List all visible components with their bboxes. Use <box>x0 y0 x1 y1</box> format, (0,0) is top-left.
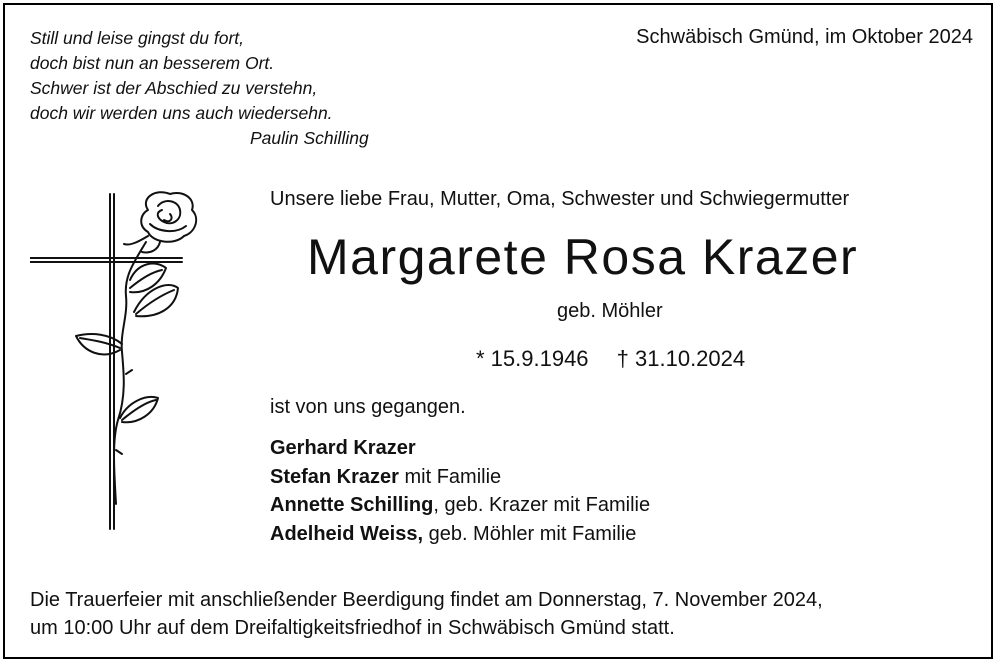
deceased-name: Margarete Rosa Krazer <box>307 229 859 285</box>
place-and-date: Schwäbisch Gmünd, im Oktober 2024 <box>636 26 973 48</box>
mourners-list <box>270 434 650 548</box>
mourner-suffix: , geb. Krazer mit Familie <box>433 494 651 516</box>
birth-name: geb. Möhler <box>557 300 663 322</box>
mourner-suffix: mit Familie <box>398 465 502 488</box>
poem-author: Paulin Schilling <box>250 128 369 148</box>
poem <box>30 26 369 148</box>
ceremony-info <box>30 586 823 642</box>
poem-line: doch bist nun an besserem Ort. <box>30 53 275 73</box>
ceremony-line: Die Trauerfeier mit anschließender Beerdigung findet am Donnerstag, 7. November 2024, <box>30 589 823 611</box>
mourner-name: Annette Schilling <box>270 494 434 516</box>
mourner-name: Stefan Krazer <box>270 465 399 488</box>
poem-line: Schwer ist der Abschied zu verstehn, <box>30 78 318 98</box>
mourner-suffix: geb. Möhler mit Familie <box>423 522 637 545</box>
death-date: † 31.10.2024 <box>616 346 746 371</box>
mourner <box>270 491 650 520</box>
mourner-name: Adelheid Weiss, <box>270 522 424 545</box>
ceremony-line: um 10:00 Uhr auf dem Dreifaltigkeitsfriedhof in Schwäbisch Gmünd statt. <box>30 617 675 639</box>
mourner <box>270 463 650 492</box>
birth-date: * 15.9.1946 <box>476 346 589 371</box>
intro-text: Unsere liebe Frau, Mutter, Oma, Schwester und Schwiegermutter <box>270 188 850 210</box>
passed-text: ist von uns gegangen. <box>270 396 466 418</box>
poem-line: doch wir werden uns auch wiedersehn. <box>30 103 333 123</box>
poem-line: Still und leise gingst du fort, <box>30 28 245 48</box>
mourner-name: Gerhard Krazer <box>270 437 416 459</box>
mourner <box>270 520 650 549</box>
life-dates <box>476 346 745 372</box>
cross-with-rose-icon <box>30 184 205 534</box>
mourner <box>270 434 650 463</box>
